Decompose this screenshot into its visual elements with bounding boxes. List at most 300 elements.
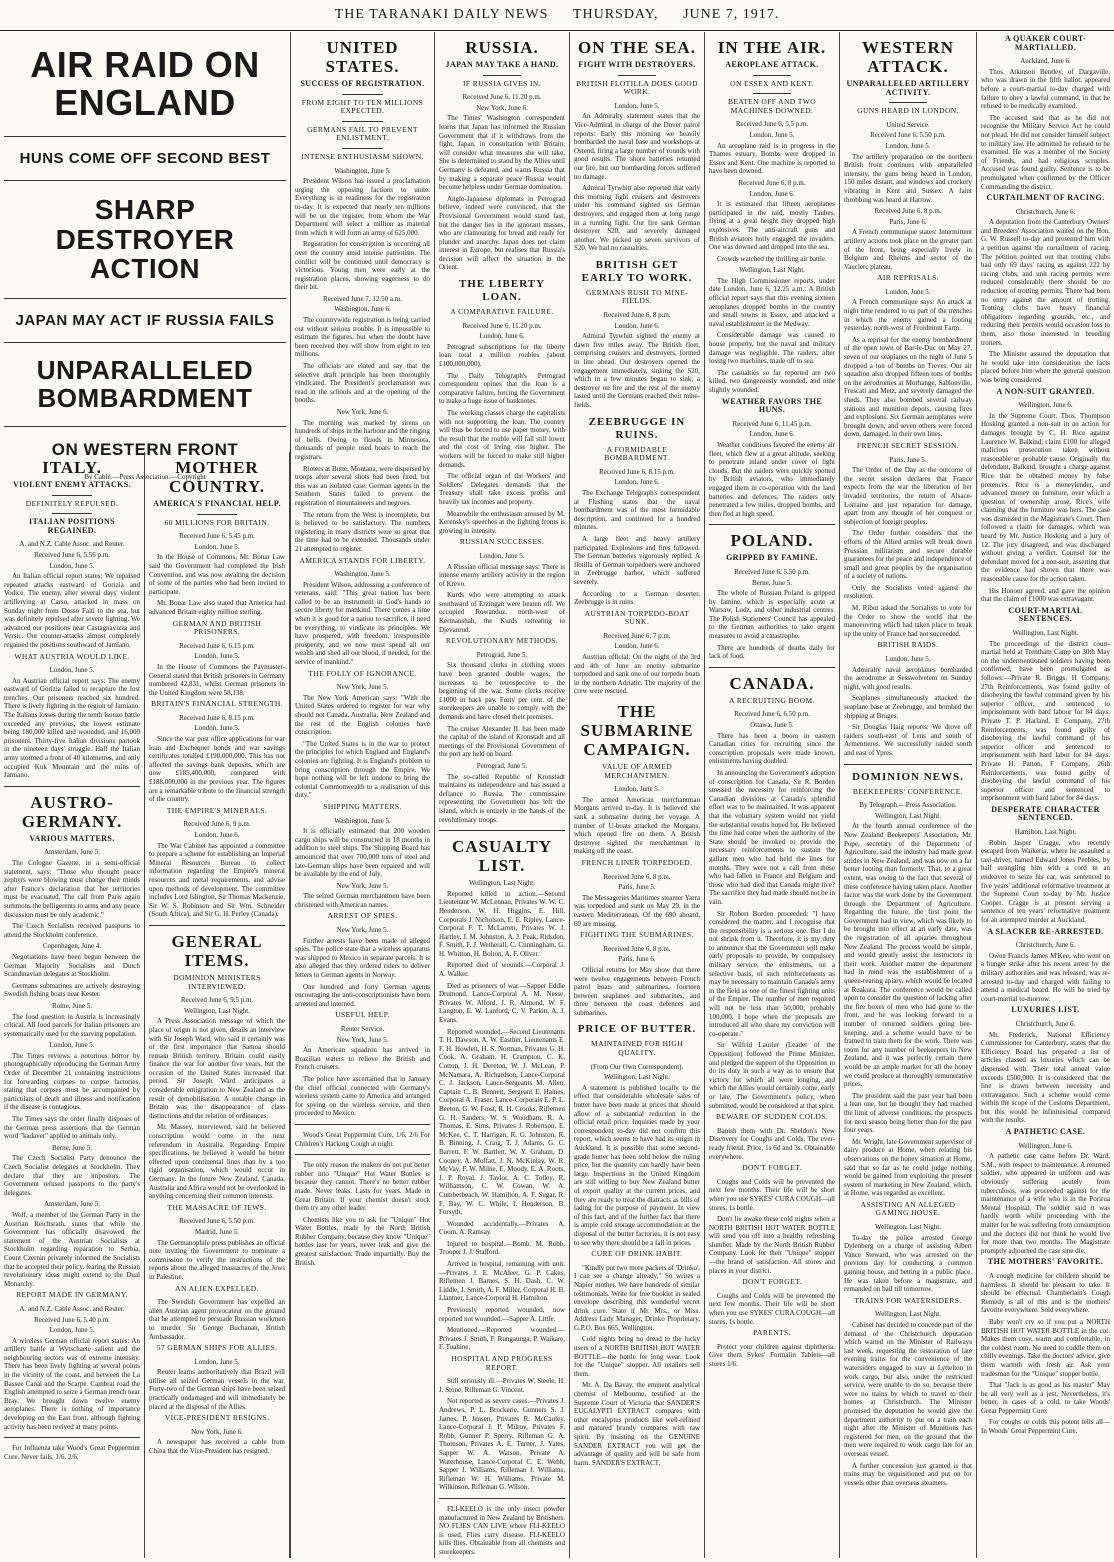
- subhead: GERMAN AND BRITISH PRISONERS.: [172, 618, 262, 637]
- paragraph: Mr. Bonar Law also stated that America had advanced Britain eighty million sterling.: [149, 599, 285, 616]
- subhead: THE MASSACRE OF JEWS.: [167, 1202, 267, 1212]
- paragraph: A wireless German official report states: An artillery battle at Wytschaete salient and the neighbouring sectors was of extreme intensity. There has been lively fighting at several points in the vicinity of the coast, and between the La Bassee Canal and the Scarpe. Cambrai road the English attempted to seize a German trench near Bray. We brought down twelve enemy aeroplanes. There is nothing of importance developing on the East front, although fighting activity has been revived at many points.: [4, 1336, 140, 1431]
- dateline: Received June 6, 8 p.m.: [738, 178, 806, 187]
- dateline: New York, June 5.: [336, 881, 389, 890]
- dateline: London, June 5.: [194, 724, 240, 733]
- dateline: London, June 5.: [614, 785, 660, 794]
- subhead: ON ESSEX AND KENT.: [730, 78, 814, 88]
- paragraph: The officials are elated and say that the selective draft principle has been thoroughly vindicated. The President's proclamation was read in the schools and at the opening of the booths.: [295, 362, 430, 405]
- dateline: Received June 6, 5.50 p.m.: [734, 567, 810, 576]
- paragraph: An Italian official report states: We repulsed repeated attacks eastward of Gorizia and Vodice. The enemy, after several days' violent artillerying at Carso, attacked in mass on Sunday night from Dosso Faiti to the sea, but was definitely repulsed after severe fighting. We advanced our positions near Castagnavizza and Versic. Our counter-attacks almost completely regained the positions southward of Jamiano.: [4, 572, 140, 649]
- dateline: Received June 6, 5.5 p.m.: [735, 120, 809, 129]
- paragraph: Not reported as severe cases.—Privates J. Andrews, P. L. Brockerie, Gunners S. J. James, P. Jensen, Privates R. McCauley, Lance-Corporal J. P. Milroy, Privates F. Robb, Gunner P. Sperry, Rifleman G. A. Thomson, Privates A. E. Turner, J. Yates, Sapper W. A. Watson, Private A. Waterhouse, Lance-Corporal C. E. Webb, Sapper J. Williams, Rifleman J. Williams, Rifleman W. H. Williams, Private M. Wilkinson, Rifleman G. Wilson.: [439, 1397, 565, 1492]
- subhead: DON'T FORGET.: [742, 1163, 802, 1173]
- subhead: HOSPITAL AND PROGRESS REPORT.: [451, 1354, 553, 1372]
- dateline: London, June 5.: [194, 542, 240, 551]
- paragraph: Considerable damage was caused to house property, but the naval and military damage was negligible. The raiders, after losing two machines, made off to sea.: [709, 331, 835, 366]
- subhead: BEEKEEPERS' CONFERENCE.: [852, 786, 964, 796]
- subhead: ITALIAN POSITIONS REGAINED.: [28, 517, 115, 535]
- dateline: (From Our Own Correspondent).: [590, 1062, 684, 1071]
- dateline: London, June 6.: [614, 321, 660, 330]
- dateline: London, June 5.: [885, 287, 931, 296]
- subhead: ASSISTING AN ALLEGED GAMING HOUSE.: [860, 1199, 956, 1218]
- subhead: A FORMIDABLE BOMBARDMENT.: [604, 444, 670, 463]
- paragraph: M. Ribot asked the Socialists to vote for the Order to show the world that the manoeuvring which had taken place to break up the unity of France had not succeeded.: [844, 604, 972, 638]
- paragraph: The casualties so far reported are two killed, two dangerously wounded, and nine slightly wounded.: [709, 368, 835, 394]
- subhead: A RECRUITING BOOM.: [729, 695, 815, 705]
- paragraph: The Times says the order finally disposes of the German press assertions that the German word "kadaver" applied to animals only.: [4, 1115, 140, 1141]
- subhead: VALUE OF ARMED MERCHANTMEN.: [601, 762, 673, 780]
- subhead: BRITISH RAIDS.: [877, 640, 939, 650]
- dateline: London, June 5.: [49, 666, 95, 675]
- dateline: Paris, June 5.: [618, 883, 656, 892]
- paragraph: The accused said that as he did not recognise the Military Service Act he could not plead. He did not consider himself subject to military law. He admitted he refused to be examined. He was a member of the Society of Friends, and had religious scruples. Accused was found guilty. Sentence is to be promulgated when confirmed by the Officer Commanding the district.: [981, 113, 1110, 191]
- dateline: Washington, June 5.: [334, 166, 391, 175]
- subhead: GERMANS FAIL TO PREVENT ENLISTMENT.: [307, 124, 418, 143]
- dateline: Received June 6, 7 p.m.: [603, 631, 671, 640]
- paragraph: The High Commissioner reports, under date London, June 6, 12.25 a.m.: A British official report says that this evening sixteen aeroplanes dropped bombs in the country and small towns in Essex, and attacked a naval establishment in the Medway.: [709, 276, 835, 328]
- subhead: AEROPLANE ATTACK.: [725, 60, 819, 69]
- paragraph: At the fourth annual conference of the New Zealand Beekeepers' Association, Mr. Pope, secretary of the Department of Agriculture, said the industry had made great strides in New Zealand, and was now on a far better footing than formerly. That, to a great extent, was owing to the fact that several of these conference having taken place. Another factor was the work done by the Government through the Department of Agriculture. Regarding the future, the first point the Government had in view, which was likely to be brought into effect at an early date, was the registration of all apiaries throughout New Zealand. The process would be simple, and would greatly assist the instructors in their work. Another matter the department had in mind was the establishment of a queen-rearing apiary, which would be located at Ruakura. The conference would be called upon to consider the question of lacking after the fire boxes of men who had gone to the front, and he was looking forward to a number of returned soldiers going bee-keeping, and a scheme would have to be framed to train them for the work. There was room for any number of beekeepers in New Zealand, and it was perfectly certain there would be an ample market for all the honey we could produce at thoroughly remunerative prices.: [844, 822, 972, 1089]
- dateline: New York, June 6.: [336, 408, 389, 416]
- dateline: London, June 6.: [614, 642, 660, 651]
- column-western-attack: [840, 32, 977, 1558]
- dateline: Received June 6, 5.40 p.m.: [34, 1315, 110, 1324]
- paragraph: Mr. Frederick, National Efficiency Commissioner for Canterbury, states that the Efficiency Board has prepared a list of articles classed as luxuries which can be dispensed with. Their total annual value exceeds £500,000. It is considered that the line is drawn between necessity and extravagance. Such a scheme would come within the scope of the Customs Department, but this would be infinitesimal compared with the results.: [981, 1030, 1110, 1125]
- dateline: New York, June 6.: [191, 1427, 243, 1436]
- dateline: London, June 5.: [885, 141, 931, 150]
- section-poland: POLAND.: [730, 531, 814, 551]
- section-italy: ITALY.: [42, 458, 102, 477]
- paragraph: Owen Francis James M'Kee, who went on a hunger strike after his recent arrest by the military authorities and was released, was re-arrested to-day and charged with failing to attend a medical board. He will be tried by court-martial to-morrow.: [981, 951, 1110, 1003]
- paragraph: The Germanophile press publishes an official note inviting the Government to nominate a commission to verify the instructions of the reports about the alleged massacres of the Jews in Palestine.: [149, 1238, 285, 1281]
- section-dominion-news: DOMINION NEWS.: [852, 770, 964, 783]
- dateline: London, June 5.: [194, 652, 240, 661]
- paragraph: Further arrests have been made of alleged spies. The police state that a wireless apparatus was shipped to Mexico in separate parcels. It is also alleged that they ordered riders to deliver letters to German agents in Norway.: [295, 936, 430, 980]
- paragraph: President Wilson has issued a proclamation urging the opposing factions to unite. Everything is in readiness for the registration to-day. It is expected that nearly ten millions will be on the register, from whom the War Department will select a million as material from which it will form an army of 625,000.: [295, 177, 430, 237]
- subhead: THE EMPIRE'S MINERALS.: [166, 805, 268, 815]
- paragraph: One hundred and forty German agents encouraging the anti-conscriptionists have been arrested and interned.: [295, 982, 430, 1008]
- subhead: A NON-SUIT GRANTED.: [996, 386, 1095, 396]
- advertisement: Banish them with Dr. Sheldon's New Discovery for Coughs and Colds. The ever-ready friend. Price, 1s 6d and 3s. Obtainable everywhere.: [709, 1126, 835, 1161]
- paragraph: A French communique states: Intermittent artillery actions took place on the greater part of the front, being especially lively in Belgium and Rheims and sector of the Vauclerc plateau.: [844, 228, 972, 271]
- paragraph: A large fleet and heavy artillery participated. Explosions and fires followed. The German batteries vigorously replied. A flotilla of German torpedoers were anchored in Zeebrugge harbor, which suffered severely.: [574, 534, 700, 586]
- dateline: Christchurch, June 6.: [1015, 207, 1076, 216]
- section-western-attack: WESTERN ATTACK.: [861, 38, 955, 76]
- paragraph: The so-called Republic of Kronstadt maintains its independence and has issued a defiance to Russia. The commissaire representing the Government has left the island, which is entirely in the hands of the revolutionary troops.: [439, 772, 565, 824]
- advertisement: Cold nights bring no dread to the lucky users of a NORTH BRITISH HOT WATER BOTTLE—the bottle for long wear. Look for the "Unique" stopper. All retailers sell them.: [574, 1335, 700, 1378]
- dateline: Received June 6, 8.15 p.m.: [599, 467, 675, 476]
- paragraph: Six thousand clerks in clothing stores have been granted double wages, the increases to be retrospective to the beginning of the war. Some clerks receive £1000 in back pay. Forty per cent. of the storekeepers are unable to comply with the demands and have closed their premises.: [439, 661, 565, 721]
- dateline: New York, June 6.: [476, 103, 528, 112]
- paragraph: Registration for conscription is occurring all over the country amid intense patriotism. The conflict will be continued until democracy is victorious. Young men were early at the registration places, showing eagerness to do their bit.: [295, 240, 430, 292]
- subhead: USEFUL HELP.: [335, 1010, 390, 1020]
- dateline: Received June 6, 9.5 p.m.: [180, 996, 254, 1005]
- paragraph: Seaplanes simultaneously attacked the seaplane base at Zeebrugge, and bombed the shipping at Bruges.: [844, 694, 972, 720]
- dateline: A. and N.Z. Cable Assoc. and Reuter.: [19, 540, 125, 549]
- paragraph: Robin Jasper Cragge, who recently escaped from Waikeria, where he assaulted a taxi-driver, named Edward Jones Peebles, by half strangling him with a cord in an endeavor to seize his car, was sentenced to five years' additional reformative treatment at the Supreme Court to-day by Mr. Justice Cooper. Cragge is at present serving a sentence of ten years' reformative treatment for an attempted murder at Auckland.: [981, 838, 1110, 924]
- dateline: Petrograd, June 5.: [476, 650, 528, 659]
- advertisement: That "Jack is as good as his master" May be all very well as a jest, Nevertheless, it's better, in cases of a cold, to take Woods' Great Peppermint Cure.: [981, 1381, 1110, 1415]
- subhead: FRENCH LINER TORPEDOED.: [581, 857, 693, 867]
- subhead: REPORT MADE IN GERMANY.: [16, 1290, 128, 1300]
- advertisement: For coughs or colds this potent tells all— In Woods' Great Peppermint Cure.: [981, 1418, 1110, 1436]
- dateline: Copenhagen, June 4.: [42, 942, 102, 951]
- paragraph: The police have ascertained that in January the chief official connected with Germany's wireless system came to America and arranged for spying on the wireless service, and then proceeded to Mexico.: [295, 1074, 430, 1118]
- subhead: A SLACKER RE-ARRESTED.: [987, 926, 1104, 936]
- paragraph: According to a German deserter, Zeebrugge is in ruins.: [574, 589, 700, 607]
- subhead: AMERICA'S FINANCIAL HELP.: [153, 499, 281, 508]
- paragraph: In announcing the Government's adoption of conscription for Canada, Sir R. Borden stressed the necessity for reinforcing the Canadian divisions at Canada's splendid effort was to be maintained. It was apparent that the voluntary system would not yield the substantial results hoped for. He believed the time had come when the authority of the State should be invoked to provide the necessary reinforcements to sustain the gallant men who had held the lines for months. They were not a call from those who had fallen in France and Belgium and those who had died that Canada might live? The sacrifice they had made should not be in vain.: [709, 769, 835, 906]
- paragraph: The president said the past year had been a lean one, but he thought they had reached the limit of adverse conditions, the prospects for next season being better than for the past four years.: [844, 1091, 972, 1135]
- dateline: Christchurch, June 6.: [1015, 941, 1076, 950]
- section-in-the-air: IN THE AIR.: [717, 38, 827, 57]
- paragraph: Meanwhile the enthusiasm aroused by M. Kerensky's speeches at the fighting fronts is growing in intensity.: [439, 509, 565, 535]
- section-austro-germany: AUSTRO-GERMANY.: [21, 792, 123, 831]
- issue-day: THURSDAY,: [572, 7, 659, 22]
- paragraph: The Order of the Day as the outcome of the secret session declares that France expects from the war the liberation of her invaded territories, the return of Alsace-Lorraine and just reparation for damage, apart from any thought of her conquest or subjection of foreign peoples.: [844, 466, 972, 526]
- issue-date: JUNE 7, 1917.: [683, 7, 780, 22]
- dateline: New York, June 5.: [336, 1035, 389, 1044]
- dateline: Received June 6, 11.20 p.m.: [462, 321, 542, 330]
- dateline: Amsterdam, June 5.: [44, 1200, 100, 1209]
- subhead: ARREST OF SPIES.: [327, 911, 398, 921]
- paragraph: Germans submarines are actively destroying Swedish fishing boats near Kester.: [4, 981, 140, 999]
- subhead: THE FOLLY OF IGNORANCE.: [308, 668, 417, 678]
- column-on-the-sea: [570, 32, 705, 1558]
- advertisement: Baby won't cry so if you put a NORTH BRITISH HOT WATER BOTTLE in the cot. Makes them cosy, warm and comfortable, in the coldest room. No need to coddle them on chilly evenings. Take the doctors' advice, give them warmth with fresh air. Ask your tradesman for the "Unique" stopper bottle.: [981, 1317, 1110, 1378]
- paper-name: THE TARANAKI DAILY NEWS: [334, 7, 549, 22]
- paragraph: An Austrian official report says: The enemy eastward of Gorizia failed to recapture the lost trenches. Our prisoners reached six hundred. There is lively fighting in the region of Jamiano. The Italians losses during the tenth Isonzo battle exceeded any previous, the lowest estimate being 180,000 killed and wounded, and 16,000 prisoners. Thirty-five Italian divisions partook in the nineteen days' struggle. Half the Italian army stormed a front of 40 kilometres, and only occupied Kuk Mountain and the ruins of Jamiano.: [4, 676, 140, 780]
- paragraph: Previously reported wounded, now reported not wounded.—Sapper A. Little.: [439, 1306, 565, 1323]
- dateline: Received June 6, 8 p.m.: [603, 944, 671, 953]
- paragraph: Mentioned.—Reported wounded.—Privates J. Smith, F. Rungaunga, P. Waikare, F. Tuahine.: [439, 1326, 565, 1352]
- subhead: GRIPPED BY FAMINE.: [726, 553, 818, 563]
- dateline: London, June 6.: [194, 831, 240, 839]
- paragraph: A pathetic case came before Dr. Ward, S.M., with respect to maintenance. A returned soldier, who appeared in uniform and was obviously suffering acutely from tuberculosis, was proceeded against for the maintenance of a wife who is in the Porirua Mental Hospital. The soldier said it was hardly worth while proceeding with the matter for he was suffering from consumption and the doctors did not think he would live for more than two months. The Magistrate promptly adjourned the case sine die.: [981, 1152, 1110, 1255]
- dateline: Petrograd, June 5.: [476, 761, 528, 770]
- dateline: Received June 6, 6.15 p.m.: [179, 641, 255, 650]
- paragraph: Sir Robert Borden proceeded: "I have considered the matter, and I recognise that the responsibility is a serious one. But I do not shrink from it. Therefore, it is my duty to announce that the Government will make early proposals to provide, by compulsory military service, the enlistments, on a selective basis, of such reinforcements as may be necessary to maintain Canada's army in the field as one of the finest fighting units of the Empire. The number of men required will not be less than 50,000; probably 100,000. I hope when the proposals are introduced all who share my conviction will co-operate.": [709, 909, 835, 1038]
- subhead: DOMINION MINISTERS INTERVIEWED.: [173, 972, 261, 991]
- paragraph: Only the Socialists voted against the resolution.: [844, 583, 972, 601]
- paragraph: Reported wounded.—Second Lieutenants T. H. Dawson, A. W. Easther, Lieutenants E. F. H. Howlett, H. S. Norman, Privates G. H. Cook, A. Graham, H. Crampton, C. K. Cotton, J. H. Dereton, W. J. McLean, P. McNamara, A. Richardson, Lance-Corporal C. J. Jackson, Lance-Sergeants M. Allen, Captain C. B. Bennett, Sergeant E. Haines, Corporal A. Fraser, Lance-Corporals E. P. L. Beeton, G. W. Frost, R. H. Crooks, Riflemen G. H. Sanders, W. S. Woodham, R. A. Thomas, E. Sims, Privates J. Robertson, E. McKee, C. T. Harrigan, R. G. Johnston, R. B. Binning, J. Craig, T. J. Adams, G. C. Barrett, F. W. Bartlett, W. Y. Graham, D. Cooney, A. Moffatt, J. N. McKinlay, W. R. McVay, F. W. Milne, E. Moody, E. A. Roots, J. P. Royal, J. Taylor, A. C. Tolley, R. Williamson, C. W. Cowan, W. A. Cumberbeach, W. Hamilton, A. F. Sugar, R. F. Bay, W. C. While, I. Henderson, B. Forsyth.: [439, 1027, 565, 1217]
- section-united-states: UNITED STATES.: [325, 38, 400, 76]
- section-british-early: BRITISH GET EARLY TO WORK.: [581, 258, 693, 284]
- dateline: New York, June 5.: [336, 926, 389, 935]
- subhead: DON'T FORGET.: [742, 1277, 802, 1287]
- subhead: VARIOUS MATTERS.: [29, 833, 115, 843]
- dateline: Berne, June 5.: [51, 1143, 93, 1152]
- dateline: Wellington, June 6.: [1018, 401, 1073, 410]
- subhead: WHAT AUSTRIA WOULD LIKE.: [14, 651, 130, 661]
- headline-bombardment: UNPARALLELED BOMBARDMENT: [36, 355, 254, 413]
- subhead: FIGHT WITH DESTROYERS.: [578, 60, 696, 69]
- paragraph: Since the war post office applications for war loan and Exchequer bonds and war savings certificates totalled £190,000,000. This has not affected the savings bank deposits, which are now £185,400,000, compared with £188,000,000 in the previous year. The figures are a remarkable tribute to the financial strength of the country.: [149, 735, 285, 804]
- subhead: SHIPPING MATTERS.: [323, 801, 402, 811]
- paragraph: Mr. Wright, late Government supervisor of dairy produce at Home, when relating his observations on the honey situation at Home, said that so far as he could judge nothing would be gained from exploiting the present system of marketing in New Zealand, which, at Home, was regarded as excellent.: [844, 1137, 972, 1198]
- advertisement: Wood's Great Peppermint Cure, 1/6, 2/6 For Children's Hacking Cough at night.: [295, 1130, 430, 1148]
- advertisement: "Kindly put two more packets of 'Drinko'. I can see a change already," So writes a Napier mother. We have hundreds of similar testimonials. Write for free booklet in sealed envelope describing this wonderful secret drink cure. State if Mr. Mrs., or Miss. Address Lady Manager, Drinko Proprietary, G.P.O. Box 665, Wellington.: [574, 1263, 700, 1332]
- subhead: COURT-MARTIAL SENTENCES.: [1008, 605, 1083, 624]
- paragraph: The Exchange Telegraph's correspondent at Flushing states that the naval bombardment was of the most formidable description, and continued for a hundred minutes.: [574, 488, 700, 532]
- column-in-the-air: [705, 32, 840, 1558]
- section-submarine-campaign: THE SUBMARINE CAMPAIGN.: [580, 702, 694, 760]
- paragraph: Arrived in hospital, remaining with unit.—Privates J. E. McAleer, G. P. Cakes, Riflemen J. Barnes, S. H. Dash, C. W. Liddle, J. Smith, A. F. Miller, Corporal H. B. Llanmer, Lance-Corporal H. Hamilton.: [439, 1260, 565, 1303]
- masthead: [0, 0, 1114, 31]
- headline-western-front: ON WESTERN FRONT: [51, 439, 239, 459]
- dateline: Received June 6, 8 p.m.: [874, 207, 942, 216]
- paragraph: There has been a boom in eastern Canadian cities for recruiting since the conscription proposals were made known, enlistments having doubled.: [709, 731, 835, 766]
- subhead: BEATEN OFF AND TWO MACHINES DOWNED.: [727, 97, 817, 115]
- paragraph: Official returns for May show that there were twelve engagements between French patrol boats and submarines, fourteen between seaplanes and submarines, and three between the coast defences and submarines.: [574, 965, 700, 1017]
- dateline: Reuter Service.: [340, 1025, 385, 1033]
- dateline: London, June 6.: [479, 332, 525, 341]
- paragraph: The working classes charge the capitalists with not supporting the loan. The country will thus be forced to use paper money, with the result that the rouble will fall still lower and the cost of living rise higher. The workers will be forced to make still higher demands.: [439, 409, 565, 469]
- paragraph: The Cologne Gazette, in a semi-official statement, says: "Those who thought peace zephyrs were blowing must change their minds after France's declaration that her territories must be evacuated. The call from Paris again summons the belligerents to arms and any peace discussion must be only academic.": [4, 859, 140, 919]
- paragraph: There are hundreds of deaths daily for lack of food.: [709, 643, 835, 661]
- dateline: Received June 7, 12.50 a.m.: [323, 294, 402, 303]
- paragraph: Died as prisoners of war.—Sapper Eddie Drumond, Lance-Corporal A. M. Nesse, Privates W. Alford, J. R. Almond, W. F. Langton, E. W. Lanford, C. V. Parkin, A. J. Evans.: [439, 981, 565, 1025]
- paragraph: The Czech Socialists received passports to attend the Stockholm conference.: [4, 922, 140, 939]
- dateline: Washington, June 6.: [334, 305, 391, 314]
- paragraph: Reuter learns authoritatively that Brazil will utilise all seized German vessels in the war. Forty-two of the German ships have been seized practically undamaged and will immediately be placed at the disposal of the Allies.: [149, 1368, 285, 1411]
- dateline: Washington, June 5.: [334, 816, 391, 825]
- paragraph: To-day the police arrested George Dylenberg on a charge of assisting Albert Vance Steward, who was arrested on the previous day for conducting a common gaming house, and betting in a public place. He was taken before a magistrate, and remanded on bail till tomorrow.: [844, 1233, 972, 1294]
- dateline: Received June 6, 9 p.m.: [183, 820, 251, 829]
- paragraph: The Order further considers that the efforts of the Allied armies will break down Prussian militarism and secure durable guarantees for the peace and independence of small and great peoples by the organisation of a society of nations.: [844, 529, 972, 581]
- dateline: Wellington, Last Night.: [604, 1073, 670, 1082]
- paragraph: The Swedish Government has expelled an alien Austrian agent provocateur on the ground that he attempted to persuade Russian workmen to murder Sir George Buchanan, British Ambassador.: [149, 1298, 285, 1341]
- paragraph: The Minister assured the deputation that he would take into consideration the facts placed before him when the general question was being considered.: [981, 350, 1110, 384]
- dateline: Amsterdam, June 5.: [44, 848, 100, 857]
- subhead: LUXURIES LIST.: [1011, 1005, 1080, 1015]
- dateline: Ottawa, June 5.: [750, 721, 794, 730]
- dateline: Wellington, Last Night.: [875, 1223, 941, 1232]
- paragraph: A deputation from the Canterbury Owners' and Breeders' Association waited on the Hon. G. W. Russell to-day and presented him with a petition against the curtailment of racing. The petition pointed out that trotting clubs had only 69 days' racing as against 222 by racing clubs, and unit racing permits were reduced considerably there should be no reduction of trotting permits. There had been no entry against the amount of trotting. Trotting clubs have heavy financial obligations regarding grounds, etc., and reducing their permits would occasion loss to them, also those interested in breeding trotters.: [981, 218, 1110, 347]
- paragraph: Mr. Massey, interviewed, said he believed conscription would come in the next referendum in Australia. Regarding Empire specifications, he believed it would be better effected upon continental lines than by a too rigid organisation, which would occur in Germany. In the future New Zealand, Canada, Australia and Africa would not be overlooked in anything concerning their common interests.: [149, 1123, 285, 1201]
- paragraph: The Daily Telegraph's Petrograd correspondent opines that the loan is a comparative failure, forcing the Government to make a huge issue of banknotes.: [439, 371, 565, 406]
- advertisement: FLI-KEELO is the only insect powder manufactured in New Zealand by Britishers. NO FLIES CAN LIVE where FLI-KEELO is used. Flies carry disease. FLI-KEELO kills flies. Obtainable from all chemists and storekeepers.: [439, 1504, 565, 1556]
- dateline: Received June 6, 11.20 p.m.: [462, 93, 542, 102]
- paragraph: It is estimated that fifteen aeroplanes participated in the raid, mostly Taubes, flying at a great height they dropped high explosives. The anti-aircraft guns and British aviators hotly engaged the invaders. One was downed and dropped into the sea.: [709, 200, 835, 252]
- dateline: Wellington, June 6.: [1018, 1141, 1073, 1150]
- subhead: GERMANS RUSH TO MINE-FIELDS.: [585, 287, 689, 306]
- paragraph: The official organ of the Workers' and Soldiers' Delegates demands that the Treasury shall take excess profits and heavily tax incomes and property.: [439, 472, 565, 506]
- headline-japan: JAPAN MAY ACT IF RUSSIA FAILS: [15, 311, 275, 329]
- subhead: FRENCH SECRET SESSION.: [856, 440, 960, 450]
- paragraph: Admiralty naval aeroplanes bombarded the aerodrome at Sesswelvetem on Sunday night, with good results.: [844, 665, 972, 691]
- paragraph: The Times reviews a notorious horror by photographically reproducing the German Army Order of December 21 containing instructions for forwarding corpses to corpse factories, stating that corpses must be accompanied by particulars of death and illness and notification if the disease is contagious.: [4, 1051, 140, 1112]
- advertisement: Protect your children against diphtheria. Give them Sykes' Formalin Tablets—all stores 1/6.: [709, 1342, 835, 1368]
- subhead: AIR REPRISALS.: [877, 273, 939, 283]
- paragraph: Sir Wilfrid Laurier (Leader of the Opposition) followed the Prime Minister, and pledged the support of the Opposition to do its duty in such a way as to ensure that victory for which all were longing, and which the Allies would certainly come, early or late. The Government's policy, when submitted, would be considered at that spirit.: [709, 1041, 835, 1110]
- advertisement: Don't lie awake these cold nights when a NORTH BRITISH HOT WATER BOTTLE will send you off into a healthy refreshing slumber. Made by the North British Rubber Company. Look for their "Unique" stopper—the brand of satisfaction. All stores and places in your district.: [709, 1215, 835, 1275]
- subhead: BEWARE OF SUDDEN COLDS.: [715, 1112, 829, 1122]
- advertisement: Mr. A. Da Bavay, the eminent analytical chemist of Melbourne, testified at the Supreme Court of Victoria that SANDER'S EUCALYPTI EXTRACT compares with other eucalyptus products like well-refined and matured brandy compares with raw spirit. By insisting on the GENUINE SANDER EXTRACT you will get the advantage of quality and will be safe from harm. SANDER'S EXTRACT.: [574, 1381, 700, 1467]
- advertisement: Chemists like you to ask for "Unique" Hot Water Bottles, made by the North British Rubber Company, because they know "Unique" bottles last for years, never leak and give the greatest satisfaction. Trade impartially. Buy the British.: [295, 1215, 430, 1267]
- column-court-news: [977, 32, 1114, 1558]
- subhead: CURE OF DRINK HABIT.: [591, 1249, 683, 1259]
- dateline: Wellington, Last Night.: [184, 1006, 250, 1015]
- subhead: BRITAIN'S FINANCIAL STRENGTH.: [151, 699, 283, 709]
- paragraph: The Times' Washington correspondent learns that Japan has informed the Russian Government that if it withdraws from the fight, Japan, in consultation with Britain, will consider what measures she will take. She is determined to stand by the Allies until Germany is defeated, and warns Russia that by making a separate peace Russia would become helpless under German domination.: [439, 114, 565, 192]
- section-price-of-butter: PRICE OF BUTTER.: [577, 1023, 697, 1036]
- subhead: AMERICA STANDS FOR LIBERTY.: [299, 555, 426, 565]
- subhead: 60 MILLIONS FOR BRITAIN.: [164, 517, 270, 527]
- paragraph: The War Cabinet has appointed a committee to prepare a scheme for establishing an Imperial Mineral Resources Bureau to collect information regarding the Empire's mineral resources and metal requirements, and advise upon methods of development. The committee includes Lord Islington, Sir Thomas Mackenzie, Sir W. S. Robinson and Sir Wm. Schneider (South Africa), and Sir G. H. Perley (Canada).: [149, 841, 285, 919]
- paragraph: In the House of Commons, Mr. Bonar Law said the Government had completed the Irish Convention, and was now awaiting the decision of some of the parties who had been invited to participate.: [149, 553, 285, 596]
- dateline: Received June 6, 5.50 p.m.: [870, 131, 946, 140]
- dateline: Rome, June 5.: [51, 1001, 93, 1010]
- dateline: Christchurch, June 6.: [1015, 1019, 1076, 1028]
- paragraph: The Messageries Maritimes steamer Yarra was torpedoed and sunk on May 29, in the eastern Mediterranean. Of the 690 aboard, 60 are missing.: [574, 893, 700, 928]
- subhead: SUCCESS OF REGISTRATION.: [300, 79, 425, 88]
- subhead: GUNS HEARD IN LONDON.: [857, 106, 959, 116]
- section-zeebrugge: ZEEBRUGGE IN RUINS.: [588, 415, 686, 441]
- section-casualty-list: CASUALTY LIST.: [452, 837, 552, 876]
- dateline: Auckland, June 6.: [1020, 57, 1071, 66]
- dateline: New York, June 5.: [336, 683, 389, 692]
- subhead: AUSTRIAN TORPEDO-BOAT SUNK.: [584, 608, 690, 627]
- subhead: A QUAKER COURT-MARTIALLED.: [1005, 34, 1086, 52]
- paragraph: Rioters at Butte, Montana, were dispersed by troops after several shots had been fired, but this was an isolated case. German agents in the Southern States failed to prevent the registration of mountaineers and negroes.: [295, 464, 430, 507]
- section-mother-country: MOTHER COUNTRY.: [168, 458, 266, 496]
- paragraph: Kurds who were attempting to attack southward of Erzingan were beaten off. We occupied Rowanduz, north-west of Kermanshah, the Kurds retreating to Djevanrud.: [439, 591, 565, 634]
- dateline: Received June 6, 5.50 p.m.: [179, 1217, 255, 1226]
- dateline: London, June 5.: [749, 130, 795, 139]
- dateline: Madrid, June 5.: [195, 1227, 239, 1236]
- paragraph: Reported died of wounds.—Corporal J. A. Walker.: [439, 961, 565, 979]
- paragraph: A Press Association message of which the place of origin is not given, details an interview with Sir Joseph Ward, who said it certainly was of the first importance that Samoa should remain British territory. Britain could easily finance the war for another five years, but the occasion of the United States increased that period. Sir Joseph Ward anticipates a considerable emigration to New Zealand as the result of demobilisation. A notable change in Britain was the disappearance of class distinctions and the relation of ordinances.: [149, 1017, 285, 1120]
- paragraph: The seized German merchantmen have been christened with American names.: [295, 892, 430, 909]
- dateline: Received June 6, 5.45 p.m.: [179, 532, 255, 541]
- dateline: Wellington, Last Night.: [739, 266, 805, 275]
- paragraph: Cabinet has decided to concede part of the demand of the Christchurch deputation which waited on the Minister of Railways last week, requesting the restoration of late evening trains for the convenience of the watersiders engaged to stay at Lyttelton to work cargo, but also, under the restricted service, were unable to do so, because there were no trains by which to travel to their homes at Christchurch. The Minister promised the deputation he would give the department authority to put on a train each night after the Minister of Munitions has registered for men, on the ground that the men were required to work cargo late for an overseas vessel.: [844, 1321, 972, 1458]
- dateline: London, June 6.: [749, 430, 795, 439]
- dateline: Received June 6, 8 p.m.: [603, 311, 671, 320]
- advertisement: For Influenza take Wood's Great Peppermint Cure. Never fails, 1/6, 2/6.: [4, 1444, 140, 1461]
- paragraph: The whole of Russian Poland is gripped by famine, which is especially acute at Warsaw, Lodz, and other industrial centres. The Polish Stationers' Council has appealed to the German authorities to take urgent measures to avoid a catastrophe.: [709, 589, 835, 641]
- dateline: Wellington, Last Night.: [875, 1310, 941, 1319]
- paragraph: The proceedings of the district court-martial held at Trentham Camp on 30th May on the undermentioned soldiers having been confirmed, have been promulgated as follows:—Private R. Briggs, H Company, 27th Reinforcements, was found guilty of disobeying the lawful command given by his superior officer, and sentenced to imprisonment with hard labour for 84 days. Private T. P. Harland, E Company, 27th Reinforcements, was found guilty of disobeying the lawful command of his superior officer and sentenced to imprisonment with hard labor for 84 days. Private H. Patton, F Company, 26th Reinforcements, was found guilty of disobeying the lawful command of his superior officer and sentenced to imprisonment with hard labor for 84 days.: [981, 639, 1110, 803]
- section-general-items: GENERAL ITEMS.: [171, 931, 263, 970]
- dateline: United Service.: [886, 120, 930, 129]
- dateline: Received June 6, 8.15 p.m.: [179, 713, 255, 722]
- paragraph: Negotiations have been begun between the German Majority Socialists and Dutch Scandinavian delegates at Stockholm.: [4, 952, 140, 979]
- subhead: AN ALIEN EXPELLED.: [175, 1283, 259, 1293]
- paragraph: A newspaper has received a cable from China that the Vice-President has resigned.: [149, 1438, 285, 1456]
- paragraph: A further concession just granted is that trains may be requisitioned and put on for vessels other than overseas steamers.: [844, 1461, 972, 1487]
- subhead: CURTAILMENT OF RACING.: [986, 193, 1105, 203]
- subhead: BRITISH FLOTILLA DOES GOOD WORK.: [576, 78, 698, 97]
- paragraph: Petrograd subscriptions for the liberty loan total a million roubles (about £100,000,000).: [439, 342, 565, 369]
- paragraph: Anglo-Japanese diplomats in Petrograd believe, indeed were convinced, that the Provisional Government would stand fast, but the danger lies in the ignorant masses, who are clamouring for bread and ready for plunder and anarchy. Japan does not claim interest in Europe, but realises that Russia's decision will affect the situation in the Orient.: [439, 194, 565, 272]
- advertisement: The only reason the makers do not put better rubber into "Unique" Hot Water Bottles is because they cannot. There's no better rubber made. Never leaks. Lasts for years. Made in Great Britain. If your chemist doesn't stock them try any other leader.: [295, 1161, 430, 1213]
- paragraph: The armed American merchantman Morgans arrived to-day. It is believed she sank a submarine during her voyage. A number of U-boats attacked the Morgans, which opened fire on them. A British destroyer sighted the merchantman in making off the coast.: [574, 795, 700, 856]
- paragraph: Wolf, a member of the German Party in the Austrian Reichsrath, states that while the Government has officially disavowed the statement of the Austrian Socialists at Stockholm regarding reparation to Serbia, Count Czernin privately informed the Socialists that he accepted their policy, fearing the Russian revolutionary ideas might extend to the Dual Monarchy.: [4, 1210, 140, 1288]
- advertisement: A cough medicine for children should be harmless. It should be pleasant to take. It should be effectual. Chamberlain's Cough Remedy is all of this and is the mothers' favorite everywhere. Sold everywhere.: [981, 1271, 1110, 1315]
- paragraph: In the Supreme Court, Thos. Thompson Hosking granted a non-suit in an action for damages brought by C. H. Rice against Laurence W. Balkind, claim £100 for alleged malicious prosecution taken without reasonable or probable cause. Originally the defendant, Balkind, brought a charge against Rice that he obtained money by false pretences. Rice is a moneylender, and advanced money on furniture, over which a question of ownership arose. Rice's wife claiming that the furniture was hers. The case was dismissed in the Magistrate's Court. Then followed a claim for damages, which was heard by Mr. Justice Hosking and a jury of 12. The jury disagreed, and was discharged without giving a verdict. Counsel for the defendant moved for a non-suit, asserting that the evidence had shown that there was reasonable cause for the action taken.: [981, 411, 1110, 584]
- paragraph: Injured to hospital.—Bomb. M. Robb, Trooper J. J. Stafford.: [439, 1239, 565, 1257]
- paragraph: The food question in Austria is increasingly critical. All food parcels for Italian prisoners are systematically used for the starving population.: [4, 1012, 140, 1038]
- paragraph: An Admiralty statement states that the Vice-Admiral in charge of the Dover patrol reports: Early this morning we heavily bombarded the naval base and workshops at Ostend, firing a large number of rounds with good results. The shore batteries returned our fire, but our bombarding forces suffered no damage.: [574, 112, 700, 181]
- section-liberty-loan: THE LIBERTY LOAN.: [458, 278, 546, 304]
- headline-huns: HUNS COME OFF SECOND BEST: [19, 149, 271, 167]
- dateline: London, June 6.: [614, 478, 660, 487]
- paragraph: Admiral Tyrwhitt sighted the enemy at dawn five miles away. The British fleet, comprising cruisers and destroyers, formed in line ahead. Our destroyers opened the engagement immediately, sinking the S20, which in a few minutes began to sink; a destroyer on fire and the rest of the enemy lasted until the Germans reached their mine-fields.: [574, 332, 700, 409]
- subhead: 57 GERMAN SHIPS FOR ALLIES.: [156, 1343, 278, 1353]
- paragraph: As a reprisal for the enemy bombardment of the open town of Bar-le-Duc on May 27, seven of our seaplanes on the night of June 5 dropped a ton of bombs on Treves. Our air squadron also dropped fifteen tons of bombs on the aerodromes at Morhange, Sablonville, Frescati and Metz, and severely damaged the sheds. They also bombed several railway stations and munition depots, causing fires and explosions. Six German aeroplanes were brought down, and seven others were forced down, damaged, in their own lines.: [844, 335, 972, 439]
- dateline: Paris, June 6.: [618, 955, 656, 964]
- dateline: Received June 6, 5.56 p.m.: [34, 550, 110, 559]
- subhead: WEATHER FAVORS THE HUNS.: [721, 396, 823, 415]
- wire-credit: By Cable.—Press Association.—Copyright: [84, 472, 206, 481]
- paragraph: Crowds watched the thrilling air battle.: [717, 254, 827, 263]
- paragraph: A statement is published locally to the effect that considerable wholesale sales of butter have been made at prices that should allow of a substantial reduction in the official retail price. Inquiries made by your correspondent to-day did not confirm this report, which seems to have had its origin in Auckland. It is possible that some second-grade butter has been sold below the ruling price, but the quantity can hardly have been large. Inspections in the United Kingdom are still willing to buy New Zealand butter of export quality at the current prices, and they are ready to treat the diatracts as bills of lading for the purpose of payment. In view of this fact, and of the further fact that there is ample cold storage accommodation at the disposal of the butter factories, it is not easy to see why there should be a fall in prices.: [574, 1083, 700, 1247]
- paragraph: Reported killed in action.—Second Lieutenant W. McLennan, Privates W. W. C. Henderson, W. H. Higgins, E. Hill, Corporals J. Nicholson, E. E. Ripley, Lance-Corporal F. T. McLarren, Privates W. J. Hartley, J. M. Johnston, A. J. Peak, Ridsdon, F. Smith, F. J. Wetherall, C. Cunningham, G. H. Whitton, H. Bolton, A. F. Oliver.: [439, 889, 565, 958]
- subhead: REVOLUTIONARY METHODS.: [445, 636, 559, 646]
- dateline: Washington, June 5.: [334, 570, 391, 579]
- column-russia: [435, 32, 570, 1558]
- dateline: Received June 6, 8 p.m.: [603, 872, 671, 881]
- dateline: Paris, June 5.: [889, 455, 927, 464]
- paragraph: In the House of Commons the Paymaster-General stated that British prisoners in Germany numbered 42,831, whilst German prisoners in the United Kingdom were 58,138.: [149, 662, 285, 697]
- dateline: Wellington, Last Night.: [469, 879, 535, 888]
- subhead: TRAINS FOR WATERSIDERS.: [854, 1295, 962, 1305]
- paragraph: The morning was marked by sirens on hundreds of ships in the harbour and the ringing of bells. Owing to floods in Minnesota, thousands of people used boats to reach the registrars.: [295, 418, 430, 461]
- dateline: A. and N.Z. Cable Assoc. and Reuter.: [19, 1304, 125, 1313]
- paragraph: His Honour agreed, and gave the opinion that the claim of £1000 was extravagant.: [981, 586, 1110, 604]
- column-mother-country: [145, 452, 290, 1558]
- section-canada: CANADA.: [729, 673, 815, 693]
- paragraph: President Wilson, addressing a conference of veterans, said: "This great nation has been called to be an instrument in God's hands to secure liberty for mankind. There comes a time when it is good for a nation to sacrifice, if need be everything, to vindicate its principles. We have prospered, with freedom, irresponsible prosperity, and we now must spend all our wealth and shed all our blood, if needed, for the service of mankind.": [295, 580, 430, 667]
- subhead: RUSSIAN SUCCESSES.: [459, 537, 545, 547]
- section-russia: RUSSIA.: [465, 38, 539, 57]
- dateline: London, June 5.: [49, 1326, 95, 1335]
- subhead: VICE-PRESIDENT RESIGNS.: [164, 1413, 270, 1423]
- subhead: FIGHTING THE SUBMARINES.: [580, 930, 694, 940]
- dateline: By Telegraph.—Press Association.: [859, 801, 957, 810]
- advertisement: Coughs and Colds will be prevented the next few months. Their life will be short when you use SYKES' CURA COUGH—all stores, 1s bottle.: [709, 1177, 835, 1212]
- subhead: FROM EIGHT TO TEN MILLIONS EXPECTED.: [301, 97, 424, 116]
- dateline: Paris, June 6.: [889, 217, 927, 226]
- subhead: VIOLENT ENEMY ATTACKS.: [12, 480, 132, 489]
- paragraph: Sir Douglas Haig reports: We drove off raiders south-east of Lens and south of Armentieres. We successfully raided south and east of Ypres.: [844, 723, 972, 757]
- column-italy: [0, 452, 145, 1558]
- column-united-states: [290, 32, 435, 1558]
- paragraph: Still seriously ill.—Privates W. Steele, H. J. Stone, Rifleman G. Vincent.: [439, 1377, 565, 1394]
- subhead: JAPAN MAY TAKE A HAND.: [445, 60, 559, 69]
- subhead: A COMPARATIVE FAILURE.: [450, 307, 554, 317]
- dateline: London, June 5.: [49, 1041, 95, 1050]
- dateline: Wellington, Last Night.: [875, 811, 941, 820]
- dateline: London, June 5.: [885, 655, 931, 664]
- paragraph: An aeroplane raid is in progress in the Thames estuary. Bombs were dropped in Essex and Kent. One machine is reported to have been downed.: [709, 141, 835, 176]
- paragraph: The return from the West is incomplete, but is believed to be satisfactory. The numbers registering in many districts were so great that the time had to be extended. Thousands under 21 attempted to register.: [295, 510, 430, 553]
- paragraph: Admiral Tyrwhitt also reported that early this morning light cruisers and destroyers under his command sighted six German destroyers, and engaged them at long range in a running fight. Our fire sank German destroyer S20, and severely damaged another. We picked up seven survivors of S20. We had no casualties.: [574, 184, 700, 253]
- paragraph: Wounded accidentally.—Privates A. Coom, A. Ramsay.: [439, 1219, 565, 1237]
- dateline: Hamilton, Last Night.: [1014, 828, 1077, 837]
- subhead: PARENTS.: [753, 1328, 791, 1338]
- headline-air-raid: AIR RAID ON ENGLAND: [30, 44, 260, 123]
- section-on-the-sea: ON THE SEA.: [578, 38, 696, 57]
- paragraph: Weather conditions favored the enemy air fleet, which flew at a great altitude, seeking to penetrate inland under cover of light clouds. But the raiders were quickly spotted by British aviators, who immediately engaged them in co-operation with the land batteries and defences. The raiders only penetrated a few miles, dropped bombs, and then fled at high speed.: [709, 440, 835, 518]
- paragraph: The New York American says: "With the United States ordered to register for war why should not Canada, Australia, New Zealand and the rest of the English colonies have conscription.: [295, 693, 430, 737]
- subhead: DEFINITELY REPULSED.: [25, 498, 119, 508]
- dateline: London, June 5.: [614, 101, 660, 110]
- subhead: A PATHETIC CASE.: [1005, 1127, 1086, 1137]
